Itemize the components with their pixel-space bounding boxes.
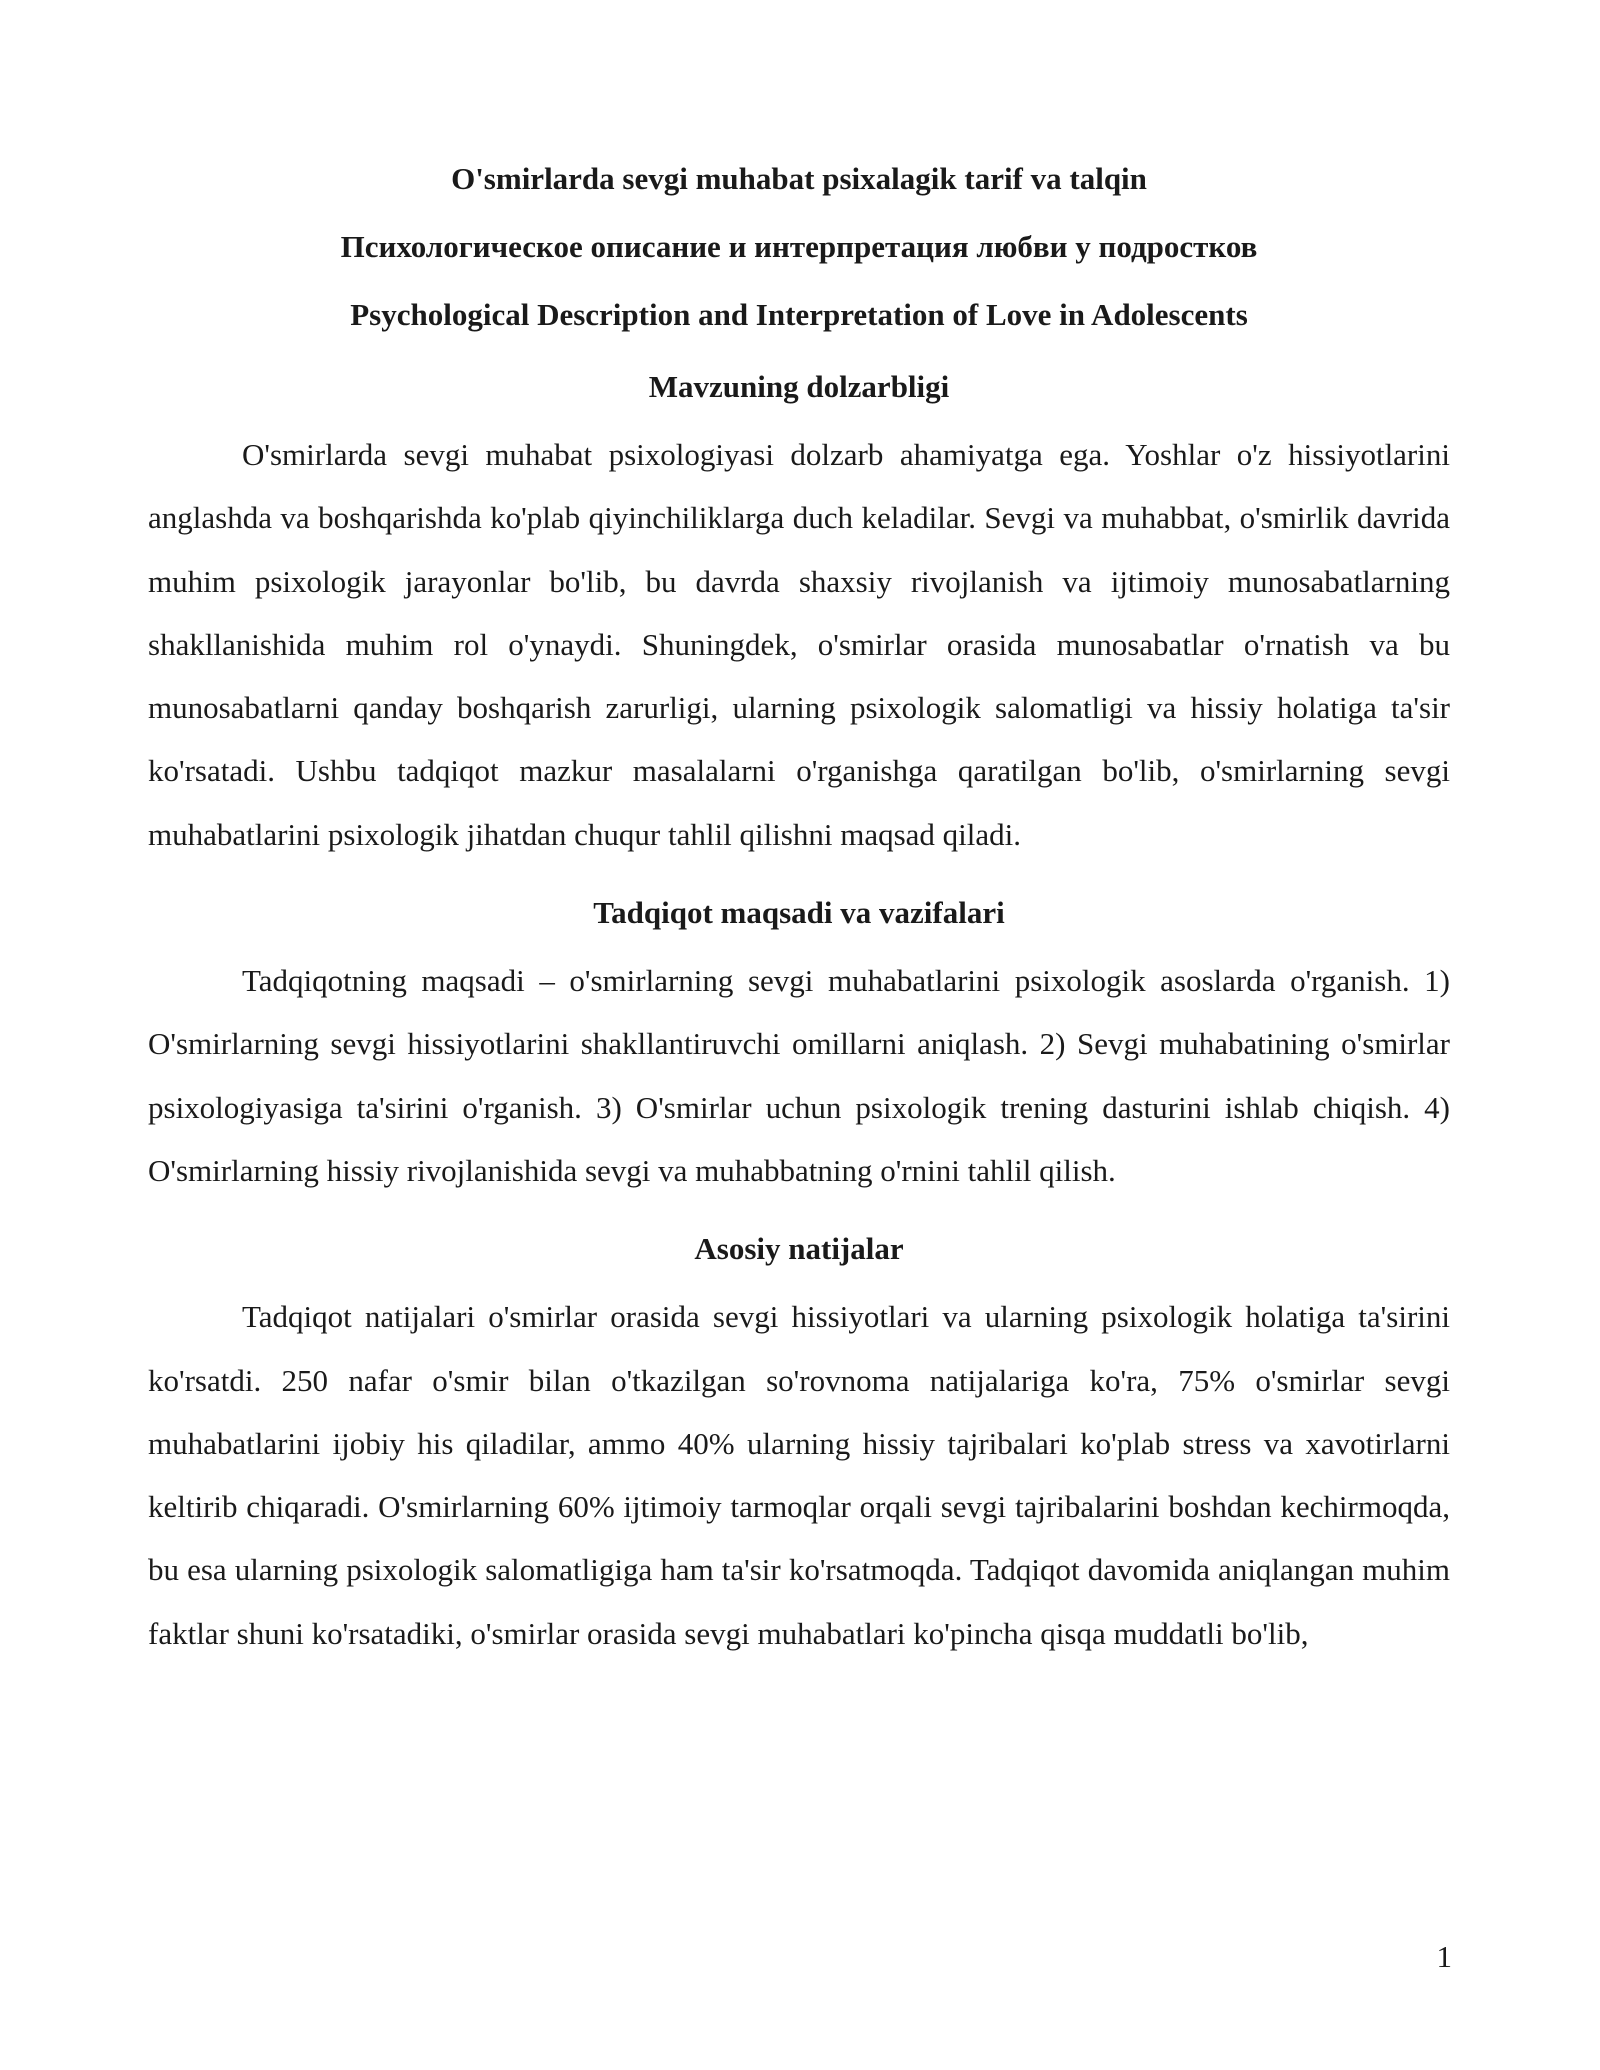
section-heading-relevance: Mavzuning dolzarbligi: [648, 369, 950, 404]
title-russian: Психологическое описание и интерпретация любви у подростков: [340, 229, 1258, 264]
section-heading-results: Asosiy natijalar: [694, 1231, 904, 1267]
section-text-results: Tadqiqot natijalari o'smirlar orasida sevgi hissiyotlari va ularning psixologik holatiga ta'sirini ko'rsatdi. 250 nafar o'smir bilan o'tkazilgan so'rovnoma natijalariga ko'ra, 75% o'smirlar sevgi muhabatlarini ijobiy his qiladilar, ammo 40% ularning hissiy tajribalari ko'plab stress va xavotirlarni keltirib chiqaradi. O'smirlarning 60% ijtimoiy tarmoqlar orqali sevgi tajribalarini boshdan kechirmoqda, bu esa ularning psixologik salomatligiga ham ta'sir ko'rsatmoqda. Tadqiqot davomida aniqlangan muhim faktlar shuni ko'rsatadiki, o'smirlar orasida sevgi muhabatlari ko'pincha qisqa muddatli bo'lib,: [148, 1299, 1450, 1651]
page-number: 1: [1436, 1939, 1452, 1974]
page-content: [148, 145, 1450, 1665]
section-text-goals: Tadqiqotning maqsadi – o'smirlarning sevgi muhabatlarini psixologik asoslarda o'rganish. 1) O'smirlarning sevgi hissiyotlarini shakllantiruvchi omillarni aniqlash. 2) Sevgi muhabatining o'smirlar psixologiyasiga ta'sirini o'rganish. 3) O'smirlar uchun psixologik trening dasturini ishlab chiqish. 4) O'smirlarning hissiy rivojlanishida sevgi va muhabbatning o'rnini tahlil qilish.: [148, 963, 1450, 1188]
section-text-relevance: O'smirlarda sevgi muhabat psixologiyasi dolzarb ahamiyatga ega. Yoshlar o'z hissiyotlarini anglashda va boshqarishda ko'plab qiyinchiliklarga duch keladilar. Sevgi va muhabbat, o'smirlik davrida muhim psixologik jarayonlar bo'lib, bu davrda shaxsiy rivojlanish va ijtimoiy munosabatlarning shakllanishida muhim rol o'ynaydi. Shuningdek, o'smirlar orasida munosabatlar o'rnatish va bu munosabatlarni qanday boshqarish zarurligi, ularning psixologik salomatligi va hissiy holatiga ta'sir ko'rsatadi. Ushbu tadqiqot mazkur masalalarni o'rganishga qaratilgan bo'lib, o'smirlarning sevgi muhabatlarini psixologik jihatdan chuqur tahlil qilishni maqsad qiladi.: [148, 437, 1450, 852]
section-heading-goals: Tadqiqot maqsadi va vazifalari: [593, 895, 1005, 931]
title-english: Psychological Description and Interpretation of Love in Adolescents: [350, 297, 1248, 332]
title-uzbek: O'smirlarda sevgi muhabat psixalagik tarif va talqin: [451, 161, 1147, 196]
